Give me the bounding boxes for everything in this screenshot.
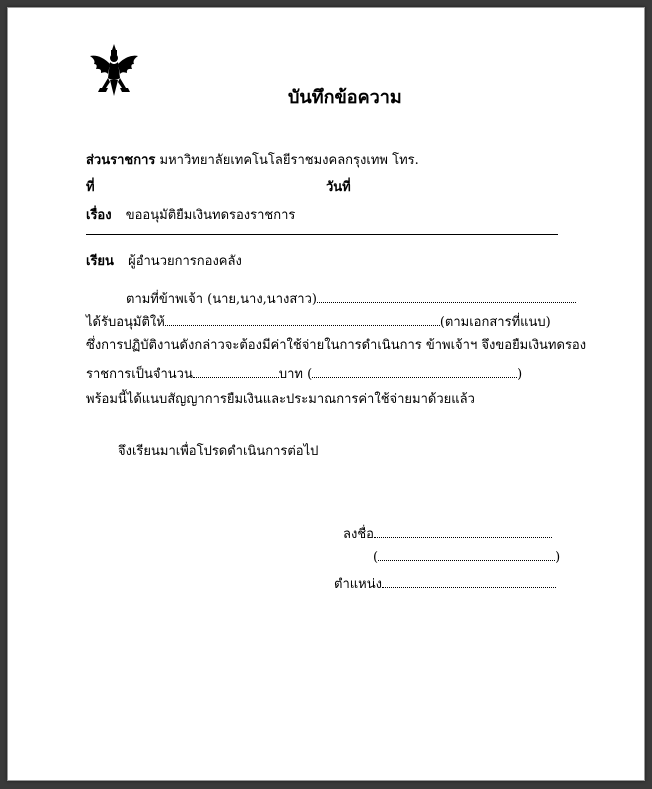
paren-close-sig: ): [555, 550, 561, 565]
to-label: เรียน: [86, 254, 114, 269]
signature-field[interactable]: [374, 525, 552, 538]
amount-field[interactable]: [193, 365, 279, 378]
body-line-3: ซึ่งการปฏิบัติงานดังกล่าวจะต้องมีค่าใช้จ่ายในการดำเนินการ ข้าพเจ้าฯ จึงขอยืมเงินทดรอง: [86, 338, 587, 353]
to-value: ผู้อำนวยการกองคลัง: [128, 254, 242, 269]
memo-title: บันทึกข้อความ: [288, 87, 402, 108]
memo-page: [7, 7, 645, 781]
position-field[interactable]: [382, 575, 556, 588]
position-row: [334, 573, 556, 594]
position-label: ตำแหน่ง: [334, 577, 382, 592]
to-row: [86, 250, 242, 271]
body-line-1-text: ตามที่ข้าพเจ้า (นาย,นาง,นางสาว): [126, 292, 317, 307]
paren-open-sig: (: [373, 550, 379, 565]
department-value: มหาวิทยาลัยเทคโนโลยีราชมงคลกรุงเทพ โทร.: [159, 153, 419, 168]
divider: [86, 234, 558, 235]
body-line-2: [86, 311, 551, 332]
task-field[interactable]: [165, 313, 440, 326]
body-line-5: พร้อมนี้ได้แนบสัญญาการยืมเงินและประมาณการค่าใช้จ่ายมาด้วยแล้ว: [86, 392, 475, 407]
closing-line: จึงเรียนมาเพื่อโปรดดำเนินการต่อไป: [118, 444, 319, 459]
printed-name-row: [373, 548, 560, 565]
signature-row: [343, 523, 552, 544]
body-line-4: [86, 363, 522, 384]
body-line-4-text: ราชการเป็นจำนวน: [86, 367, 193, 382]
subject-label: เรื่อง: [86, 208, 112, 223]
body-line-2-end: (ตามเอกสารที่แนบ): [439, 315, 551, 330]
body-line-2-text: ได้รับอนุมัติให้: [86, 315, 165, 330]
ref-label: ที่: [86, 180, 95, 195]
name-field[interactable]: [317, 290, 576, 303]
amount-words-field[interactable]: [312, 365, 517, 378]
baht-label: บาท (: [278, 367, 313, 382]
printed-name-field[interactable]: [378, 548, 555, 561]
subject-value: ขออนุมัติยืมเงินทดรองราชการ: [125, 208, 296, 223]
department-row: [86, 149, 419, 170]
body-line-1: [126, 288, 576, 309]
paren-close: ): [517, 367, 523, 382]
sign-label: ลงชื่อ: [343, 527, 374, 542]
garuda-emblem-icon: [88, 42, 140, 100]
department-label: ส่วนราชการ: [86, 153, 156, 168]
date-label: วันที่: [326, 180, 351, 195]
subject-row: [86, 204, 295, 225]
